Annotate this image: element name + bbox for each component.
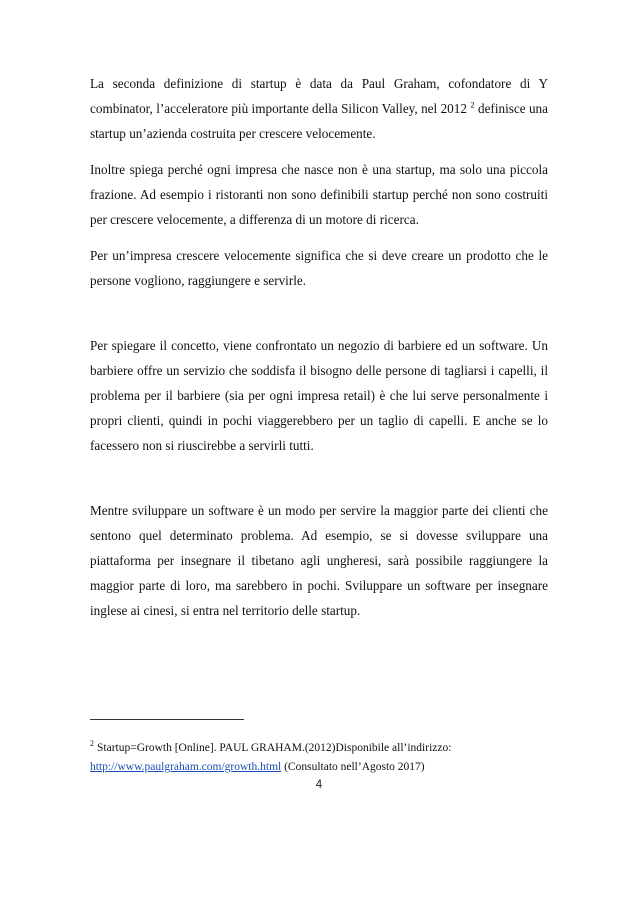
footnote [90,739,550,777]
paragraph-1-text: La seconda definizione di startup è data da Paul Graham, cofondatore di Y combinator, l’acceleratore più importante della Silicon Valley, nel 2012 [90,76,548,116]
body-text [90,71,548,634]
paragraph-3: Per un’impresa crescere velocemente significa che si deve creare un prodotto che le persone vogliono, raggiungere e servirle. [90,248,548,288]
footnote-separator [90,719,244,720]
page-number: 4 [315,779,323,791]
paragraph-5: Mentre sviluppare un software è un modo per servire la maggior parte dei clienti che sentono quel determinato problema. Ad esempio, se si dovesse sviluppare una piattaforma per insegnare il tibetano agli ungheresi, sarà possibile raggiungere la maggior parte di loro, ma sarebbero in pochi. Sviluppare un software per insegnare inglese ai cinesi, si entra nel territorio delle startup. [90,503,548,618]
paragraph-2: Inoltre spiega perché ogni impresa che nasce non è una startup, ma solo una piccola frazione. Ad esempio i ristoranti non sono definibili startup perché non sono costruiti per crescere velocemente, a differenza di un motore di ricerca. [90,162,548,227]
paragraph-4: Per spiegare il concetto, viene confrontato un negozio di barbiere ed un software. Un barbiere offre un servizio che soddisfa il bisogno delle persone di tagliarsi i capelli, il problema per il barbiere (sia per ogni impresa retail) è che lui serve personalmente i propri clienti, quindi in pochi viaggerebbero per un taglio di capelli. E anche se lo facessero non si riuscirebbe a servirli tutti. [90,338,548,453]
footnote-reference[interactable]: 2 [470,99,475,110]
paragraph-1 [90,71,548,146]
footnote-text: Startup=Growth [Online]. PAUL GRAHAM.(2012)Disponibile all’indirizzo: [97,742,452,754]
paragraph-1-text-after: definisce una startup un’azienda costruita per crescere velocemente. [90,101,548,141]
footnote-number: 2 [90,739,94,749]
footnote-suffix: (Consultato nell’Agosto 2017) [281,761,425,773]
footnote-link[interactable]: http://www.paulgraham.com/growth.html [90,761,282,773]
